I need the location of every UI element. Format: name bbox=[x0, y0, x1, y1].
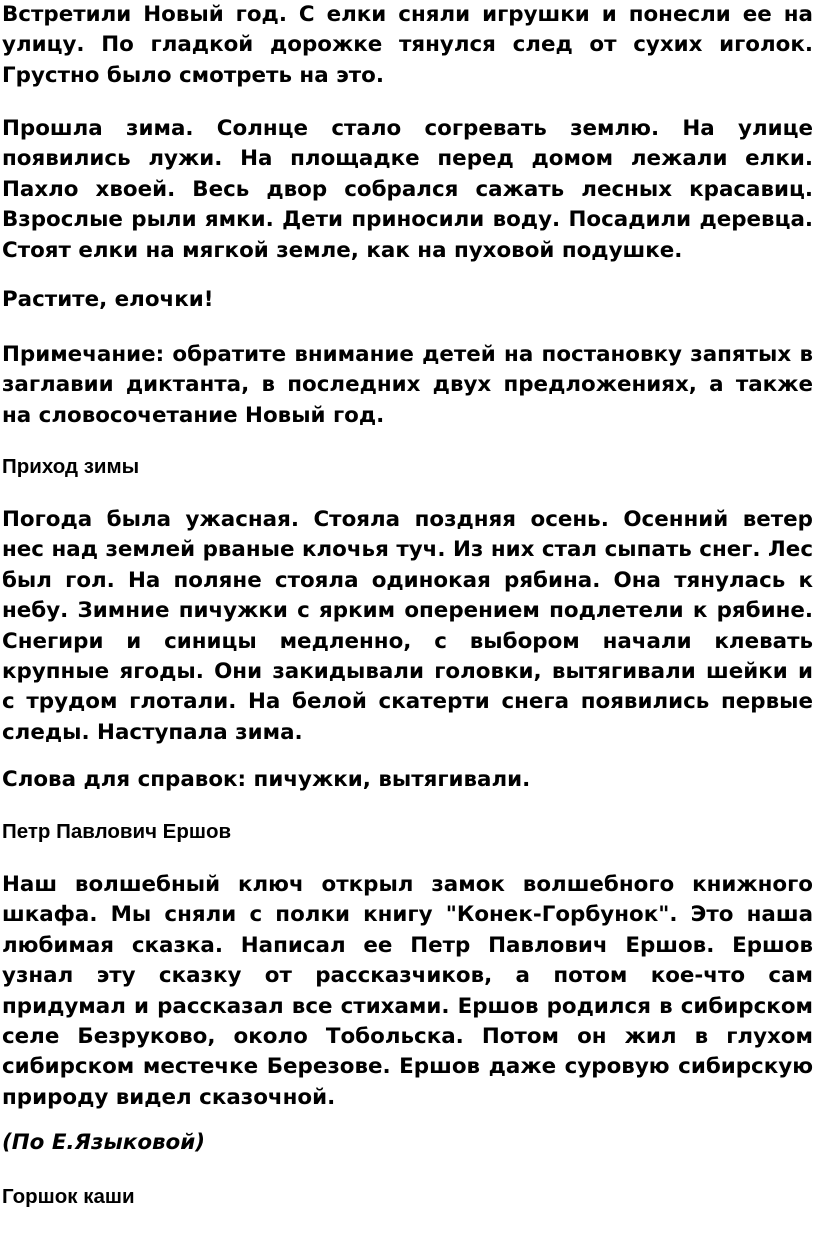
paragraph-winter-story: Погода была ужасная. Стояла поздняя осень. Осенний ветер нес над землей рваные клочья туч. Из них стал сыпать снег. Лес был гол. На поляне стояла одинокая рябина. Она тянулась к небу. Зимние пичужки с ярким оперением подлетели к рябине. Снегири и синицы медленно, с выбором начали клевать крупные ягоды. Они закидывали головки, вытягивали шейки и с трудом глотали. На белой скатерти снега появились первые следы. Наступала зима. bbox=[2, 507, 813, 745]
paragraph-ershov-story: Наш волшебный ключ открыл замок волшебного книжного шкафа. Мы сняли с полки книгу "Конек-Горбунок". Это наша любимая сказка. Написал ее Петр Павлович Ершов. Ершов узнал эту сказку от рассказчиков, а потом кое-что сам придумал и рассказал все стихами. Ершов родился в сибирском селе Безруково, около Тобольска. Потом он жил в глухом сибирском местечке Березове. Ершов даже суровую сибирскую природу видел сказочной. bbox=[2, 872, 813, 1110]
heading-pot-of-porridge: Горшок каши bbox=[2, 1185, 135, 1208]
paragraph-new-year: Встретили Новый год. С елки сняли игрушки и понесли ее на улицу. По гладкой дорожке тянулся след от сухих иголок. Грустно было смотреть на это. bbox=[2, 2, 813, 88]
paragraph-reference-words: Слова для справок: пичужки, вытягивали. bbox=[2, 767, 531, 792]
paragraph-teacher-note: Примечание: обратите внимание детей на постановку запятых в заглавии диктанта, в последних двух предложениях, а также на словосочетание Новый год. bbox=[2, 342, 813, 428]
paragraph-spring-trees: Прошла зима. Солнце стало согревать землю. На улице появились лужи. На площадке перед домом лежали елки. Пахло хвоей. Весь двор собрался сажать лесных красавиц. Взрослые рыли ямки. Дети приносили воду. Посадили деревца. Стоят елки на мягкой земле, как на пуховой подушке. bbox=[2, 116, 813, 263]
heading-ershov: Петр Павлович Ершов bbox=[2, 820, 232, 843]
paragraph-source-attribution: (По Е.Языковой) bbox=[2, 1130, 206, 1155]
heading-winter-arrival: Приход зимы bbox=[2, 455, 140, 478]
paragraph-grow-trees: Растите, елочки! bbox=[2, 287, 214, 312]
